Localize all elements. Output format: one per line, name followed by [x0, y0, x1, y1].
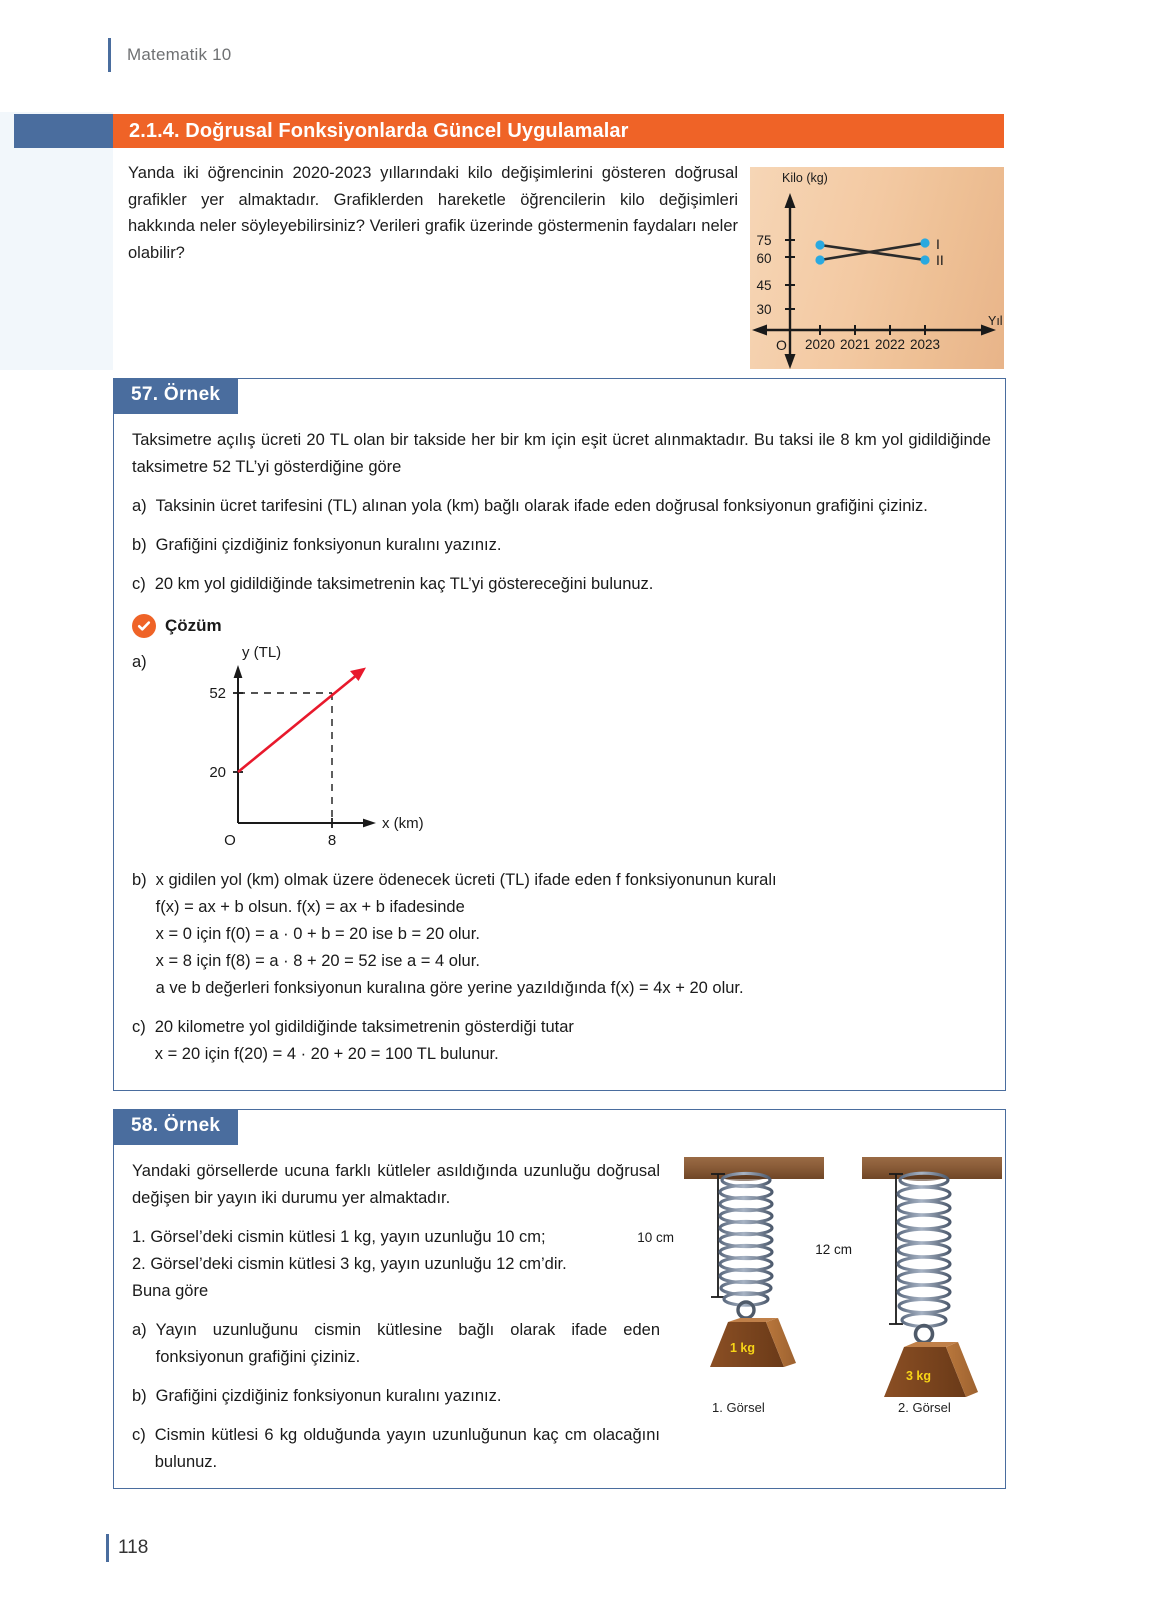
- example-57-item-c: [132, 571, 991, 598]
- running-head: [108, 38, 231, 72]
- left-tint-column: [0, 112, 113, 370]
- kilo-chart-ytick-60: 60: [756, 251, 772, 266]
- item-label: c): [132, 1426, 146, 1444]
- item-label: c): [132, 575, 146, 593]
- taxi-chart-origin: O: [224, 832, 236, 849]
- section-title-band: [14, 114, 1004, 148]
- spring-figure-1: [637, 1157, 824, 1367]
- taxi-chart-xtick-8: 8: [327, 832, 337, 849]
- item-text: Taksinin ücret tarifesini (TL) alınan yola (km) bağlı olarak ifade eden doğrusal fonksiyonun grafiğini çiziniz.: [155, 497, 928, 515]
- spring-figure-2: [815, 1157, 1002, 1397]
- kilo-chart-legend-II: II: [936, 252, 944, 268]
- solution-c-block: [132, 1014, 991, 1068]
- figure-1-mass-label: 1 kg: [730, 1341, 756, 1355]
- example-58-tab: 58. Örnek: [113, 1109, 238, 1145]
- solution-b-line-5: a ve b değerleri fonksiyonun kuralına göre yerine yazıldığında f(x) = 4x + 20 olur.: [155, 979, 744, 997]
- taxi-chart-svg: [180, 645, 520, 855]
- taxi-chart-xlabel: x (km): [382, 815, 424, 832]
- example-58-item-c: [132, 1422, 660, 1476]
- kilo-chart-xtick-2022: 2022: [874, 337, 906, 352]
- item-label: a): [132, 1321, 147, 1339]
- solution-a-label: a): [132, 653, 147, 671]
- item-label: b): [132, 871, 147, 889]
- section-title: 2.1.4. Doğrusal Fonksiyonlarda Güncel Uygulamalar: [129, 119, 629, 142]
- example-58-stem-2-line-2: 2. Görsel’deki cismin kütlesi 3 kg, yayın uzunluğu 12 cm’dir.: [132, 1255, 567, 1273]
- figure-2-mass-label: 3 kg: [906, 1369, 932, 1383]
- check-circle-icon: [132, 614, 156, 638]
- item-label: a): [132, 497, 147, 515]
- running-head-title: Matematik 10: [127, 45, 232, 64]
- kilo-chart-ytick-75: 75: [756, 233, 772, 248]
- taxi-chart-ylabel: y (TL): [242, 644, 282, 661]
- running-head-rule: [108, 38, 111, 72]
- figure-1-length-label: 10 cm: [637, 1230, 674, 1245]
- example-57-body: [132, 427, 991, 1068]
- kilo-chart-ytick-30: 30: [756, 302, 772, 317]
- kilo-chart-xtick-2020: 2020: [804, 337, 836, 352]
- example-57-box: [113, 378, 1006, 1091]
- item-text: Yayın uzunluğunu cismin kütlesine bağlı olarak ifade eden fonksiyonun grafiğini çiziniz.: [155, 1321, 660, 1366]
- kilo-chart-panel: [750, 167, 1004, 369]
- example-57-stem: Taksimetre açılış ücreti 20 TL olan bir takside her bir km için eşit ücret alınmaktadır. Bu taksi ile 8 km yol gidildiğinde taksimetre 52 TL’yi gösterdiğine göre: [132, 431, 991, 476]
- item-text: 20 km yol gidildiğinde taksimetrenin kaç TL’yi göstereceğini bulunuz.: [154, 575, 654, 593]
- kilo-chart-xtick-2021: 2021: [839, 337, 871, 352]
- example-57-item-b: [132, 532, 991, 559]
- kilo-chart-xtick-2023: 2023: [909, 337, 941, 352]
- example-58-stem-2-line-3: Buna göre: [132, 1282, 209, 1300]
- intro-paragraph: Yanda iki öğrencinin 2020-2023 yıllarındaki kilo değişimlerini gösteren doğrusal grafikler yer almaktadır. Grafiklerden hareketle öğrencilerin kilo değişimleri hakkında neler söyleyebilirsiniz? Verileri grafik üzerinde göstermenin faydaları neler olabilir?: [128, 164, 738, 262]
- solution-b-line-2: f(x) = ax + b olsun. f(x) = ax + b ifadesinde: [155, 898, 465, 916]
- kilo-chart-svg: [750, 167, 1004, 369]
- solution-b-line-3: x = 0 için f(0) = a · 0 + b = 20 ise b = 20 olur.: [155, 925, 480, 943]
- item-label: c): [132, 1018, 146, 1036]
- solution-b-lines: [156, 867, 991, 1002]
- item-label: b): [132, 536, 147, 554]
- item-label: b): [132, 1387, 147, 1405]
- figure-2-caption: 2. Görsel: [898, 1400, 951, 1415]
- page-number: [106, 1534, 148, 1562]
- taxi-chart-ytick-52: 52: [209, 685, 226, 702]
- item-text: Grafiğini çizdiğiniz fonksiyonun kuralını yazınız.: [155, 1387, 502, 1405]
- figure-1-caption: 1. Görsel: [712, 1400, 765, 1415]
- example-57-tab: 57. Örnek: [113, 378, 238, 414]
- page-number-rule: [106, 1534, 109, 1562]
- solution-b-line-4: x = 8 için f(8) = a · 8 + 20 = 52 ise a = 4 olur.: [155, 952, 480, 970]
- example-58-item-b: [132, 1383, 660, 1410]
- example-57-item-a: [132, 493, 991, 520]
- solution-c-line-2: x = 20 için f(20) = 4 · 20 + 20 = 100 TL bulunur.: [154, 1045, 499, 1063]
- item-text: Cismin kütlesi 6 kg olduğunda yayın uzunluğunun kaç cm olacağını bulunuz.: [154, 1426, 660, 1471]
- solution-b-block: [132, 867, 991, 1002]
- solution-c-lines: [155, 1014, 991, 1068]
- kilo-chart-legend-I: I: [936, 236, 940, 252]
- example-58-stem-1: Yandaki görsellerde ucuna farklı kütleler asıldığında uzunluğu doğrusal değişen bir yayın iki durumu yer almaktadır.: [132, 1162, 660, 1207]
- example-58-body: [132, 1158, 660, 1476]
- spring-figures: [637, 1152, 996, 1442]
- section-band-body: [113, 114, 1004, 148]
- kilo-chart-origin: O: [776, 337, 787, 353]
- page-number-text: 118: [118, 1537, 149, 1558]
- kilo-chart-ytick-45: 45: [756, 278, 772, 293]
- spring-figures-svg: [637, 1152, 996, 1442]
- solution-a-graph-block: [132, 645, 991, 855]
- solution-b-line-1: x gidilen yol (km) olmak üzere ödenecek ücreti (TL) ifade eden f fonksiyonunun kuralı: [155, 871, 777, 889]
- example-58-item-a: [132, 1317, 660, 1371]
- taxi-chart-ytick-20: 20: [209, 764, 226, 781]
- solution-c-line-1: 20 kilometre yol gidildiğinde taksimetrenin gösterdiği tutar: [154, 1018, 574, 1036]
- solution-heading: [132, 612, 991, 639]
- section-band-cap: [14, 114, 113, 148]
- solution-label: Çözüm: [165, 616, 222, 635]
- kilo-chart-ylabel: Kilo (kg): [782, 171, 828, 185]
- item-text: Grafiğini çizdiğiniz fonksiyonun kuralını yazınız.: [155, 536, 502, 554]
- figure-2-length-label: 12 cm: [815, 1242, 852, 1257]
- example-58-stem-2-line-1: 1. Görsel’deki cismin kütlesi 1 kg, yayın uzunluğu 10 cm;: [132, 1228, 546, 1246]
- kilo-chart-xlabel: Yıl: [988, 314, 1003, 328]
